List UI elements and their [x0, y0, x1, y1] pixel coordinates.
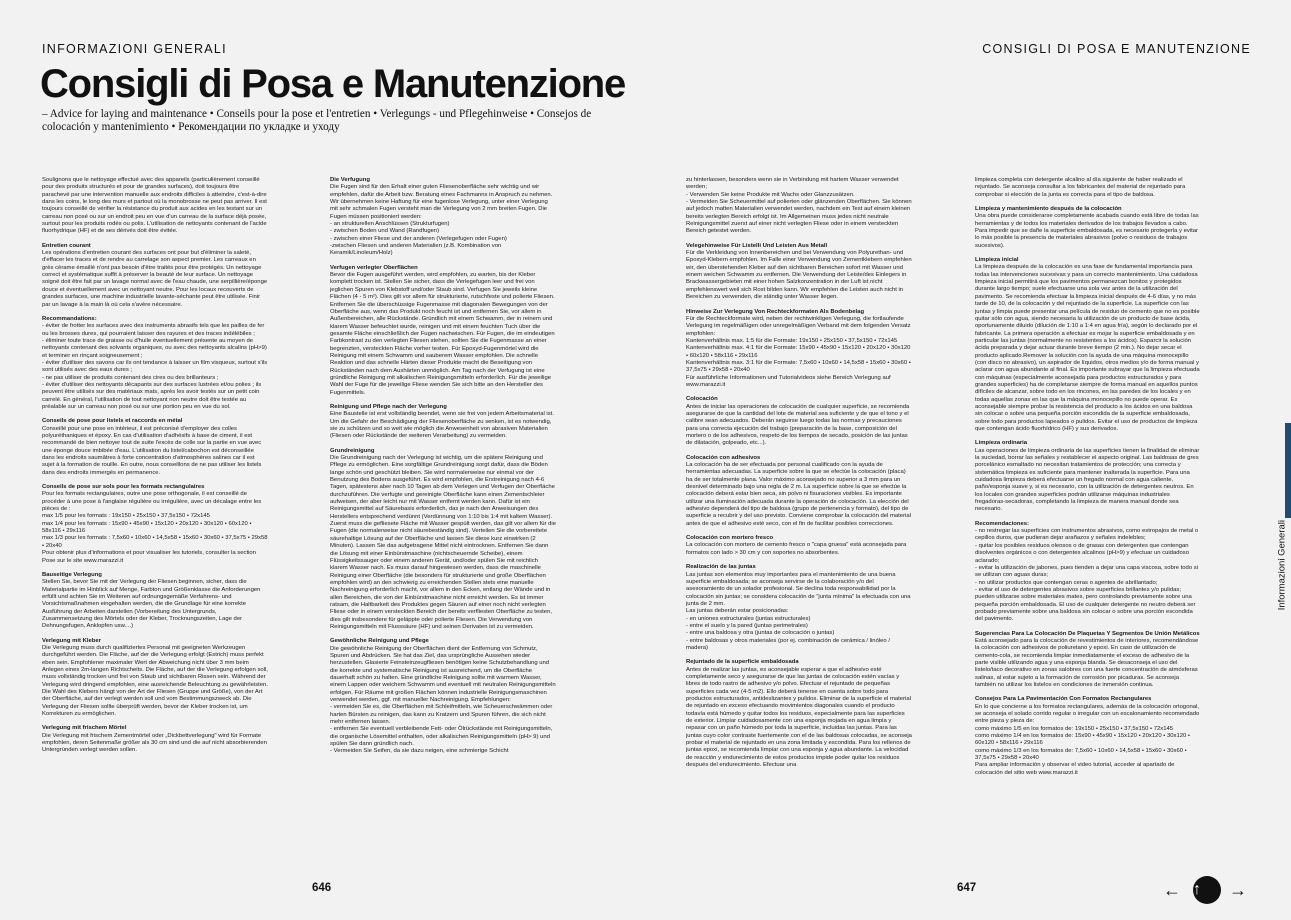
- next-page-button[interactable]: [1229, 876, 1251, 904]
- paragraph-heading: Limpieza ordinaria: [975, 440, 1028, 447]
- text-column-4: [975, 177, 1201, 867]
- paragraph-heading: Verfugen verlegter Oberflächen: [330, 264, 418, 271]
- left-page: [0, 0, 645, 920]
- paragraph-heading: Conseils de pose pour listels et raccords en métal: [42, 418, 183, 425]
- paragraph: En lo que concierne a los formatos rectangulares, además de la colocación ortogonal, se aconseja el solado corrido regular o irregular con un escalonamiento recomendado entre pieza y pieza de: como máximo 1/5 en los formatos de: 19x150 • 25x150 • 37,5x150 • 72x145 como máximo 1/4 en los formatos de: 15x90 • 45x90 • 15x120 • 20x120 • 30x120 • 60x120 • 58x116 • 29x116 como máximo 1/3 en los formatos de: 7,5x60 • 10x60 • 14,5x58 • 15x60 • 30x60 • 37,5x75 • 29x58 • 20x40 Para ampliar información y observar el video tutorial, acceder al apartado de colocación del sitio web www.marazzi.it: [975, 703, 1200, 776]
- paragraph: Pour les formats rectangulaires, outre une pose orthogonale, il est conseillé de procéder à une pose à l'anglaise régulière ou irrégulière, avec un décalage entre les pièces de : max 1/5 pour les formats : 19x150 • 25x150 • 37,5x150 • 72x145 max 1/4 pour les formats : 15x90 • 45x90 • 15x120 • 20x120 • 30x120 • 60x120 • 58x116 • 29x116 max 1/3 pour les formats : 7,5x60 • 10x60 • 14,5x58 • 15x60 • 30x60 • 37,5x75 • 29x58 • 20x40 Pour obtenir plus d'informations et pour visualiser les tutoriels, consulter la section Pose sur le site www.marazzi.it: [42, 491, 268, 564]
- page-title: Consigli di Posa e Manutenzione: [40, 62, 626, 106]
- paragraph-heading: Colocación: [686, 396, 718, 403]
- paragraph-heading: Rejuntado de la superficie embaldosada: [686, 659, 799, 666]
- previous-page-button[interactable]: [1163, 876, 1185, 904]
- paragraph: La limpieza después de la colocación es una fase de fundamental importancia para todas las intervenciones sucesivas y para un correcto mantenimiento. Una cuidadosa limpieza inicial permitirá que los pavimentos permanezcan bonitos y protegidos durante largo tiempo; suele efectuarse una sola vez antes de la utilización del pavimento. Se recomienda efectuar la limpieza inicial después de 4-6 días, y no más tarde de 10, de la colocación y del rejuntado de la superficie. La superficie con las juntas y limpia puede presentar una película de residuo de cemento que no es posible quitar sólo con agua, siendo necesaria la utilización de un producto de base ácida, oportunamente diluido (dilución de 1:10 a 1:4 en agua fría), según lo declarado por el fabricante. La primera operación a efectuar es mojar la superficie embaldosada y en particular las juntas (normalmente no resistentes a los ácidos). Esparcir la solución ácida preparada y dejar actuar durante breve tiempo (2 min.). No dejar secar el producto aplicado.Remover la solución con la ayuda de una máquina monocepillo (con disco no abrasivo), un aspirador de líquidos, otros medios y/o de forma manual y aclarar con agua abundante al final. Es importante subrayar que la limpieza efectuada con máquinas (especialmente aconsejada para productos estructurados y para grandes superficies) ha de completarse siempre de forma manual en aquellos puntos difíciles de alcanzar, sobre todo en los rincones, en las paredes de los locales y en todas aquellas zonas en las que la máquina monocepillo no puede operar. Es aconsejable siempre probar la resistencia del producto a los ácidos en una baldosa sin colocar o sobre una pequeña porción escondida de la superficie embaldosada, sobre todo para productos lapeados o pulidos. Evitar el uso de productos de limpieza que contengan ácido fluorhídrico (HF) y sus derivados.: [975, 264, 1200, 432]
- paragraph-heading: Die Verfugung: [330, 177, 370, 183]
- paragraph: limpieza completa con detergente alcalino al día siguiente de haber realizado el rejuntado. Se aconseja consultar a los fabricantes del material de rejuntado para comprobar si elección de la junta es correcta para el tipo de baldosa.: [975, 177, 1186, 198]
- paragraph-heading: Grundreinigung: [330, 447, 375, 454]
- page-subtitle: – Advice for laying and maintenance • Conseils pour la pose et l'entretien • Verlegungs - und Pflegehinweise • Consejos de colocación y mantenimiento • Рекомендации по укладке и уходу: [42, 108, 592, 133]
- paragraph: Die Verlegung muss durch qualifiziertes Personal mit geeigneten Werkzeugen durchgeführt werden. Die Fläche, auf der die Verlegung erfolgt (Estrich) muss perfekt eben sein. Empfohlener maximaler Wert der Abweichung nicht über 3 mm beim Anlegen eines 2m-langen Richtscheits. Die Fläche, auf der die Verlegung erfolgen soll, muss vollständig trocken und frei von Staub und sichtbaren Rissen sein. Während der Verlegung wird dringend empfohlen, eine ausreichende Beleuchtung zu gewährleisten. Die Wahl des Klebers hängt von der Art der Fliesen (Gruppe und Größe), von der Art der Oberfläche, auf der verlegt werden soll und vom Bestimmungszweck ab. Die Verlegung der Fliesen sollte überprüft werden, bevor der Kleber trocken ist, um Korrekturen zu ermöglichen.: [42, 644, 268, 718]
- text-column-1: [42, 177, 268, 867]
- arrow-up-icon: ↑: [1193, 881, 1201, 898]
- paragraph: - no restregar las superficies con instrumentos abrasivos, como estropajos de metal o cepillos duros, que pudieran dejar arañazos y señales indelebles; - quitar los posibles residuos oleosos o de grasas con detergentes que contengan disolventes orgánicos o con detergentes alcalinos (pH>9) y efectuar un cuidadoso aclarado; - evitar la utilización de jabones, pues tienden a dejar una capa viscosa, sobre todo si se utilizan con aguas duras; - no utilizar productos que contengan ceras o agentes de abrillantado; - evitar el uso de detergentes abrasivos sobre superficies brillantes y/o pulidas; pueden utilizarse sobre materiales mates, pero controlando previamente sobre una pequeña porción embaldosada. El uso de cualquier detergente no neutro deberá ser probado previamente sobre una baldosa sin colocar o sobre una porción escondida del pavimento.: [975, 528, 1199, 623]
- paragraph-heading: Hinweise Zur Verlegung Von Rechteckformaten Als Bodenbelag: [686, 308, 865, 315]
- paragraph: zu hinterlassen, besonders wenn sie in Verbindung mit hartem Wasser verwendet werden; - Verwenden Sie keine Produkte mit Wachs oder Glanzzusätzen. - Vermeiden Sie Scheuermittel auf polierten oder glänzenden Oberflächen. Sie können auf jedoch matten Materialien verwendet werden, nachdem ein Test auf einem kleinen bereits verlegten Bereich erfolgt ist. Im Allgemeinen muss jedes nicht neutrale Reinigungsmittel zuerst auf einer nicht verlegten Fliese oder in einem versteckten Bereich getestet werden.: [686, 177, 912, 235]
- paragraph: Antes de iniciar las operaciones de colocación de cualquier superficie, se recomienda asegurarse de que la cantidad del lote de material sea suficiente y de que el tono y el calibre sean adecuados. Deberán seguirse luego todas las normas y precauciones para una correcta ejecución del trabajo (preparación de la base, composición del mortero o de los adhesivos, respeto de los tiempos de secado, posición de las juntas de dilatación, golpeado, etc...).: [686, 403, 910, 447]
- back-to-top-button[interactable]: [1193, 876, 1221, 904]
- paragraph: Está aconsejado para la colocación de revestimientos de interiores, recomendándose la colocación con adhesivos de poliuretano y epoxi. En caso de utilización de cemento-cola, se recomienda limpiar inmediatamente el exceso de adhesivo de la parte visible utilizando agua y una esponja blanda. Se desaconseja el uso del listelo/taco decorativo en zonas salobres con una fuerte concentración de atmósferas salinas, al estar sujeto a la formación de corrosión por picaduras. Se aconseja también no utilizar los listelos en condiciones de inmersión continua.: [975, 637, 1199, 688]
- paragraph: Les opérations d'entretien courant des surfaces ont pour but d'éliminer la saleté, d'effacer les traces et de rendre au carrelage son aspect premier. Les carreaux en grès cérame émaillé n'ont pas besoin d'être traités pour être protégés. Un nettoyage correct et systématique suffit à préserver la beauté de leur surface. Un nettoyage soigné doit être fait par un lavage normal avec de l'eau chaude, une serpillière/éponge douce et éventuellement avec un nettoyant neutre. Pour les locaux recouverts de grandes surfaces, une machine industrielle lavante-séchante peut être utilisée. Finir par un lavage à la main là où cela s'avère nécessaire.: [42, 250, 268, 308]
- page-number-left: 646: [312, 882, 332, 894]
- paragraph-heading: Colocación con adhesivos: [686, 454, 761, 461]
- paragraph: Die Verlegung mit frischem Zementmörtel oder „Dickbettverlegung" wird für Formate empfohlen, deren Seitenmaße größer als 30 cm sind und die auf nicht absorbierenden Untergründen verlegt werden sollen.: [42, 732, 267, 754]
- paragraph: Las juntas son elementos muy importantes para el mantenimiento de una buena superficie embaldosada; se aconseja servirse de la colaboración y/o del asesoramiento de un solador profesional. Se declina toda responsabilidad por la colocación sin juntas; se considera colocación de "junta mínima" la efectuada con una junta de 2 mm. Las juntas deberán estar posicionadas: - en uniones estructurales (juntas estructurales) - entre el suelo y la pared (juntas perimetrales) - entre una baldosa y otra (juntas de colocación o juntas) - entre baldosas y otros materiales (por ej. combinación de cerámica / linóleo / madera): [686, 571, 911, 651]
- paragraph-heading: Limpieza inicial: [975, 257, 1019, 264]
- paragraph: La colocación con mortero de cemento fresco o "capa gruesa" está aconsejada para formatos con lado > 30 cm y con soportes no absorbentes.: [686, 542, 907, 556]
- paragraph: - éviter de frotter les surfaces avec des instruments abrasifs tels que les pailles de fer ou les brosses dures, qui pourraient laisser des rayures et des traces indélébiles ; - éliminer toute trace de graisse ou d'huile éventuellement présente au moyen de nettoyants contenant des solvants organiques, ou avec des nettoyants alcalins (pH>9) et terminer en rinçant soigneusement ; - éviter d'utiliser des savons car ils ont tendance à laisser un film visqueux, surtout s'ils sont utilisés avec des eaux dures ; - ne pas utiliser de produits contenant des cires ou des brillanteurs ; - éviter d'utiliser des nettoyants décapants sur des surfaces lustrées et/ou polies ; ils peuvent être utilisés sur des matériaux mats, après les avoir testés sur un petit coin carrelé. En général, l'utilisation de tout nettoyant non neutre doit être testée au préalable sur un carreau non posé ou sur une portion peu en vue du sol.: [42, 323, 268, 410]
- paragraph-heading: Recomendaciones:: [975, 520, 1030, 527]
- section-label-right: CONSIGLI DI POSA E MANUTENZIONE: [982, 42, 1251, 56]
- paragraph-heading: Limpieza y mantenimiento después de la colocación: [975, 206, 1122, 213]
- paragraph: Für die Verkleidung von Innenbereichen und bei Verwendung von Polyurethan- und Epoxyd-Klebern empfohlen. Im Falle einer Verwendung von Zementklebern empfehlen wir, den überstehenden Kleber auf den sichtbaren Bereichen sofort mit Wasser und einem weichen Schwamm zu entfernen. Die Verwendung der Leiste/des Einlegers in Brackwassergebieten mit einer hohen Salzkonzentration in der Luft ist nicht empfehlenswert weil sich Rost bilden kann. Wir empfehlen die Leisten auch nicht in Bereichen zu verwenden, die ständig unter Wasser liegen.: [686, 250, 912, 301]
- paragraph: Eine Baustelle ist erst vollständig beendet, wenn sie frei von jedem Arbeitsmaterial ist. Um die Gefahr der Beschädigung der Fliesenoberfläche zu senken, ist es notwendig, sie zu schützen und so weit wie möglich die Anwesenheit von abrasiven Materialien (Fliesen oder Rückstände der weiteren Verarbeitung) zu vermeiden.: [330, 411, 554, 440]
- paragraph-heading: Gewöhnliche Reinigung und Pflege: [330, 638, 429, 645]
- paragraph-heading: Verlegung mit frischem Mörtel: [42, 725, 127, 732]
- arrow-right-icon: →: [1229, 880, 1247, 900]
- paragraph: Die gewöhnliche Reinigung der Oberflächen dient der Entfernung von Schmutz, Spuren und Abdrücken. Sie hat das Ziel, das ursprüngliche Aussehen wieder herzustellen. Glasierte Feinsteinzeugfliesen benötigen keine Schutzbehandlung und die korrekte und systematische Reinigung ist ausreichend, um die Oberfläche dauerhaft schön zu halten. Eine gründliche Reinigung sollte mit warmem Wasser, einem Lappen oder weichem Schwamm und eventuell mit neutralen Reinigungsmitteln erfolgen. Für Räume mit großen Flächen können industrielle Reinigungsmaschinen verwendet werden, ggf. mit manueller Nachreinigung. Empfehlungen: - vermeiden Sie es, die Oberflächen mit Schleifmitteln, wie Scheuerschwämmen oder harten Bürsten zu reinigen, das kann zu Kratzern und Spuren führen, die sich nicht mehr entfernen lassen. - entfernen Sie eventuell verbleibende Fett- oder Ölrückstände mit Reinigungsmitteln, die organische Lösemittel enthalten, oder alkalischen Reinigungsmitteln (pH> 9) und spülen Sie dann gründlich nach. - Vermeiden Sie Seifen, da sie dazu neigen, eine schmierige Schicht: [330, 645, 556, 755]
- paragraph-heading: Colocación con mortero fresco: [686, 535, 774, 542]
- paragraph: La colocación ha de ser efectuada por personal cualificado con la ayuda de herramientas adecuadas. La superficie sobre la que se efectúe la colocación (placa) ha de ser totalmente plana. Valor máximo aconsejado no superior a 3 mm para un desnivel determinado bajo una regla de 2 m. La superficie sobre la que se efectúe la colocación deberá estar bien seca, sin polvo ni fisuraciones visibles. Es importante utilizar una iluminación adecuada durante la operación de colocación. La elección del adhesivo dependerá del tipo de baldosa (grupo de pertenencia y formato), del tipo de superficie a recubrir y del uso previsto. Conviene comprobar la colocación del material antes de que el adhesivo esté seco, con el fin de facilitar posibles correcciones.: [686, 462, 911, 527]
- arrow-left-icon: ←: [1163, 880, 1181, 900]
- paragraph-heading: Bauseitige Verlegung: [42, 571, 102, 578]
- right-page: [645, 0, 1291, 920]
- paragraph-heading: Reinigung und Pflege nach der Verlegung: [330, 403, 447, 410]
- paragraph: Die Grundreinigung nach der Verlegung ist wichtig, um die spätere Reinigung und Pflege zu ermöglichen. Eine sorgfältige Grundreinigung sorgt dafür, dass die Böden lange schön und geschützt bleiben. Sie wird normalerweise nur einmal vor der Benutzung des Bodens ausgeführt. Es wird empfohlen, die Erstreinigung nach 4-6 Tagen, spätestens aber nach 10 Tagen ab dem Verlegen und Verfugen der Oberfläche durchzuführen. Die verfugte und gereinigte Oberfläche kann einen Zementschleier aufweisen, der aber leicht nur mit Wasser entfernt werden kann. Dafür ist ein Reinigungsmittel auf Säurebasis erforderlich, das je nach den Anweisungen des Herstellers entsprechend verdünnt (Verdünnung von 1:10 bis 1:4 mit kaltem Wasser). Zuerst muss die gefliesete Fläche mit Wasser gespült werden, das gilt vor allem für die Fugen (die normalerweise nicht säurebeständig sind). Verteilen Sie die vorbereitete säurehaltige Lösung auf der Oberfläche und lassen Sie diese kurz einwirken (2 Minuten). Lassen Sie das aufgetragene Mittel nicht eintrocknen. Entfernen Sie dann die Lösung mit einer Einbürstmaschine (nichtscheuernde Scheibe), einem Flüssigkeitssauger oder einem anderen Gerät, und/oder spülen Sie mit reichlich klarem Wasser nach. Es muss darauf hingewiesen werden, dass die maschinelle Reinigung einer Oberfläche (die besonders für strukturierte und große Oberflächen empfohlen wird) an den schwierig zu erreichenden Stellen stets eine manuelle Nachreinigung erforderlich macht, vor allem in den Ecken, entlang der Wände und in allen Bereichen, die von der Einbürstmaschine nicht erreicht werden. Es ist immer ratsam, die Haltbarkeit des Produktes gegen Säuren auf einer noch nicht verlegten Fliese oder in einem versteckten Bereich der bereits verfliesten Oberfläche zu testen, dies gilt insbesondere für geläppte oder polierte Fliesen. Die Verwendung von Reinigungsmitteln mit Flusssäure (HF) und seinen Derivaten ist zu vermeiden.: [330, 455, 556, 630]
- paragraph-heading: Consejos Para La Pavimentación Con Formatos Rectangulares: [975, 696, 1152, 703]
- paragraph-heading: Conseils de pose sur sols pour les formats rectangulaires: [42, 484, 205, 491]
- text-column-3: [686, 177, 912, 867]
- paragraph: Antes de realizar las juntas, es aconsejable esperar a que el adhesivo esté completamente seco y asegurarse de que las juntas de colocación estén vacías y libres de todo rastro de adhesivo y/o polvo. Efectuar el rejuntado de pequeñas superficies cada vez (4-5 m2). Ello deberá tenerse en cuenta sobre todo para productos estructurados, antideslizantes y pulidos. Eliminar de la superficie el material de rejuntado en exceso efectuando movimientos diagonales cuando el producto todavía está húmedo y quitar todos los residuos, especialmente para las superficies de exterior. Limpiar cuidadosamente con una esponja mojada en agua limpia y repasar con un paño húmedo por toda la superficie, incluidas las juntas. Para las juntas cuyo color contraste fuertemente con el de las baldosas colocadas, se aconseja probar el material de rejuntado en una zona limitada y escondida. Para los rellenos de juntas epoxi, se recomienda limpiar con una esponja y agua abundante. La velocidad de reacción y endurecimiento de estos productos impide poder quitar los residuos después del endurecimiento. Efectuar una: [686, 666, 912, 769]
- paragraph-heading: Recommandations:: [42, 315, 97, 322]
- paragraph: Die Fugen sind für den Erhalt einer guten Fliesenoberfläche sehr wichtig und wir empfehlen, dafür die Arbeit bzw. Beratung eines Fachmanns in Anspruch zu nehmen. Wir übernehmen keine Haftung für eine fugenlose Verlegung, unter einer Verlegung mit sehr schmalen Fugen versteht man die Verlegung von 2 mm breiten Fugen. Die Fugen müssen positioniert werden: - an strukturellen Anschlüssen (Strukturfugen) - zwischen Boden und Wand (Randfugen) - zwischen einer Fliese und der anderen (Verlegefugen oder Fugen) -zwischen Fliesen und anderen Materialien (z.B. Kombination von Keramik/Linoleum/Holz): [330, 184, 553, 257]
- page-number-right: 647: [957, 882, 977, 894]
- paragraph: Bevor die Fugen ausgeführt werden, wird empfohlen, zu warten, bis der Kleber komplett trocken ist. Stellen Sie sicher, dass die Verlegefugen leer und frei von jeglichen Spuren von Klebstoff und/oder Staub sind. Verfugen Sie jeweils kleine Flächen (4 - 5 m²). Dies gilt vor allem für strukturierte, rutschfeste und polierte Fliesen. Entfernen Sie die überschüssige Fugenmasse mit diagonalen Bewegungen von der Oberfläche aus, wenn das Produkt noch feucht ist und entfernen Sie, vor allem in Außenbereichen, alle Rückstände. Gründlich mit einem Schwamm, der in reinem und klarem Wasser befeuchtet wurde, reinigen und mit einem feuchten Tuch über die gesamte Fläche einschließlich der Fugen nachwischen. Für Fugen, die im eindeutigen Farbkontrast zu den verlegten Fliesen stehen, sollten Sie die Fugenmasse an einer begrenzten, versteckten Fläche vorher testen. Für Epoxyd-Fugenmörtel wird die Reinigung mit einem Schwamm und sauberem Wasser empfohlen. Die schnelle Reaktion und das schnelle Härten dieser Produkte macht die Beseitigung von Rückständen nach dem Aushärten unmöglich. Am Tag nach der Verfugung ist eine gründliche Reinigung mit alkalischen Reinigungsmitteln erforderlich. Für die jeweilige Wahl der Fuge für die jeweilige Fliese wenden Sie sich bitte an den Hersteller des Fugenmittels.: [330, 272, 555, 396]
- section-label-left: INFORMAZIONI GENERALI: [42, 42, 227, 56]
- paragraph: Stellen Sie, bevor Sie mit der Verlegung der Fliesen beginnen, sicher, dass die Materialpartie im Hinblick auf Menge, Farbton und Größenklasse die Anforderungen erfüllt und achten Sie im Weiteren auf ordnungsgemäße Verfahrens- und Vorsichtsmaßnahmen eingehalten werden, die die Grundlage für eine korrekte Ausführung der Arbeiten darstellen (Vorbereitung des Untergrunds, Zusammensetzung des Mörtels oder der Kleber, Trocknungszeiten, Lage der Dehnungsfugen, Anklopfen usw....): [42, 579, 261, 630]
- paragraph: Soulignons que le nettoyage effectué avec des appareils (particulièrement conseillé pour des produits structurés et pour de grandes surfaces), doit toujours être parachevé par une intervention manuelle aux endroits difficiles à atteindre, c'est-à-dire dans les coins, le long des murs et partout où la monobrosse ne peut pas arriver. Il est toujours conseillé de vérifier la résistance du produit aux acides en les testant sur un carreau non posé ou sur un endroit peu en vue d'un carreau de la surface déjà posée, surtout pour les produits rodés ou polis. L'utilisation de nettoyants contenant de l'acide fluorhydrique (HF) et de ses dérivés doit être évitée.: [42, 177, 267, 235]
- paragraph: Für die Rechteckformate wird, neben der rechtwinkligen Verlegung, die fortlaufende Verlegung im regelmäßigen oder unregelmäßigen Verband mit dem folgenden Versatz empfohlen: Kantenverhältnis max. 1:5 für die Formate: 19x150 • 25x150 • 37,5x150 • 72x145 Kantenverhältnis max. 4:1 für die Formate: 15x90 • 45x90 • 15x120 • 20x120 • 30x120 • 60x120 • 58x116 • 29x116 Kantenverhältnis max. 3:1 für die Formate: 7,5x60 • 10x60 • 14,5x58 • 15x60 • 30x60 • 37,5x75 • 29x58 • 20x40 Für ausführliche Informationen und Tutorialvideos siehe Bereich Verlegung auf www.marazzi.it: [686, 315, 911, 388]
- paragraph: Una obra puede considerarse completamente acabada cuando está libre de todas las herramientas y de todos los materiales derivados de los trabajos llevados a cabo. Para impedir que se dañe la superficie embaldosada, es necesario protegerla y evitar lo más posible la presencia de materiales abrasivos (polvo o residuos de trabajos sucesivos).: [975, 213, 1199, 249]
- paragraph-heading: Verlegung mit Kleber: [42, 637, 101, 644]
- paragraph: Las operaciones de limpieza ordinaria de las superficies tienen la finalidad de eliminar la suciedad, borrar las señales y restablecer el aspecto original. Las baldosas de gres porcelánico esmaltado no necesitan tratamientos de protección; una correcta y sistemática limpieza es suficiente para mantener inalterada la superficie. Para una cuidadosa limpieza deberá efectuarse un fregado normal con agua caliente, paño/esponja suave y, si es necesario, con la utilización de detergentes neutros. En los locales con grandes superficies podrán utilizarse máquinas industriales fregadoras-secadoras, completando la limpieza de manera manual donde sea necesario.: [975, 447, 1200, 513]
- paragraph-heading: Sugerencias Para La Colocación De Plaquetas Y Segmentos De Unión Metálicos: [975, 630, 1200, 637]
- side-tab-marker: [1285, 423, 1291, 518]
- paragraph-heading: Entretien courant: [42, 242, 91, 249]
- paragraph-heading: Velegehinweise Für Listelli Und Leisten Aus Metall: [686, 242, 828, 249]
- paragraph: Conseillé pour une pose en intérieur, il est préconisé d'employer des colles polyuréthaniques et époxy. En cas d'utilisation d'adhésifs à base de ciment, il est recommandé de bien nettoyer tout de suite l'excès de colle sur la partie en vue avec une éponge douce imbibée d'eau. L'utilisation du listel/cabochon est déconseillée dans les endroits saumâtres à forte concentration d'atmosphères salines car il est sujet à la formation de rouille. En outre, nous conseillons de ne pas utiliser les listels dans des endroits immergés en permanence.: [42, 425, 262, 476]
- side-tab-label: Informazioni Generali: [1276, 520, 1287, 611]
- paragraph-heading: Realización de las juntas: [686, 564, 756, 571]
- text-column-2: [330, 177, 556, 867]
